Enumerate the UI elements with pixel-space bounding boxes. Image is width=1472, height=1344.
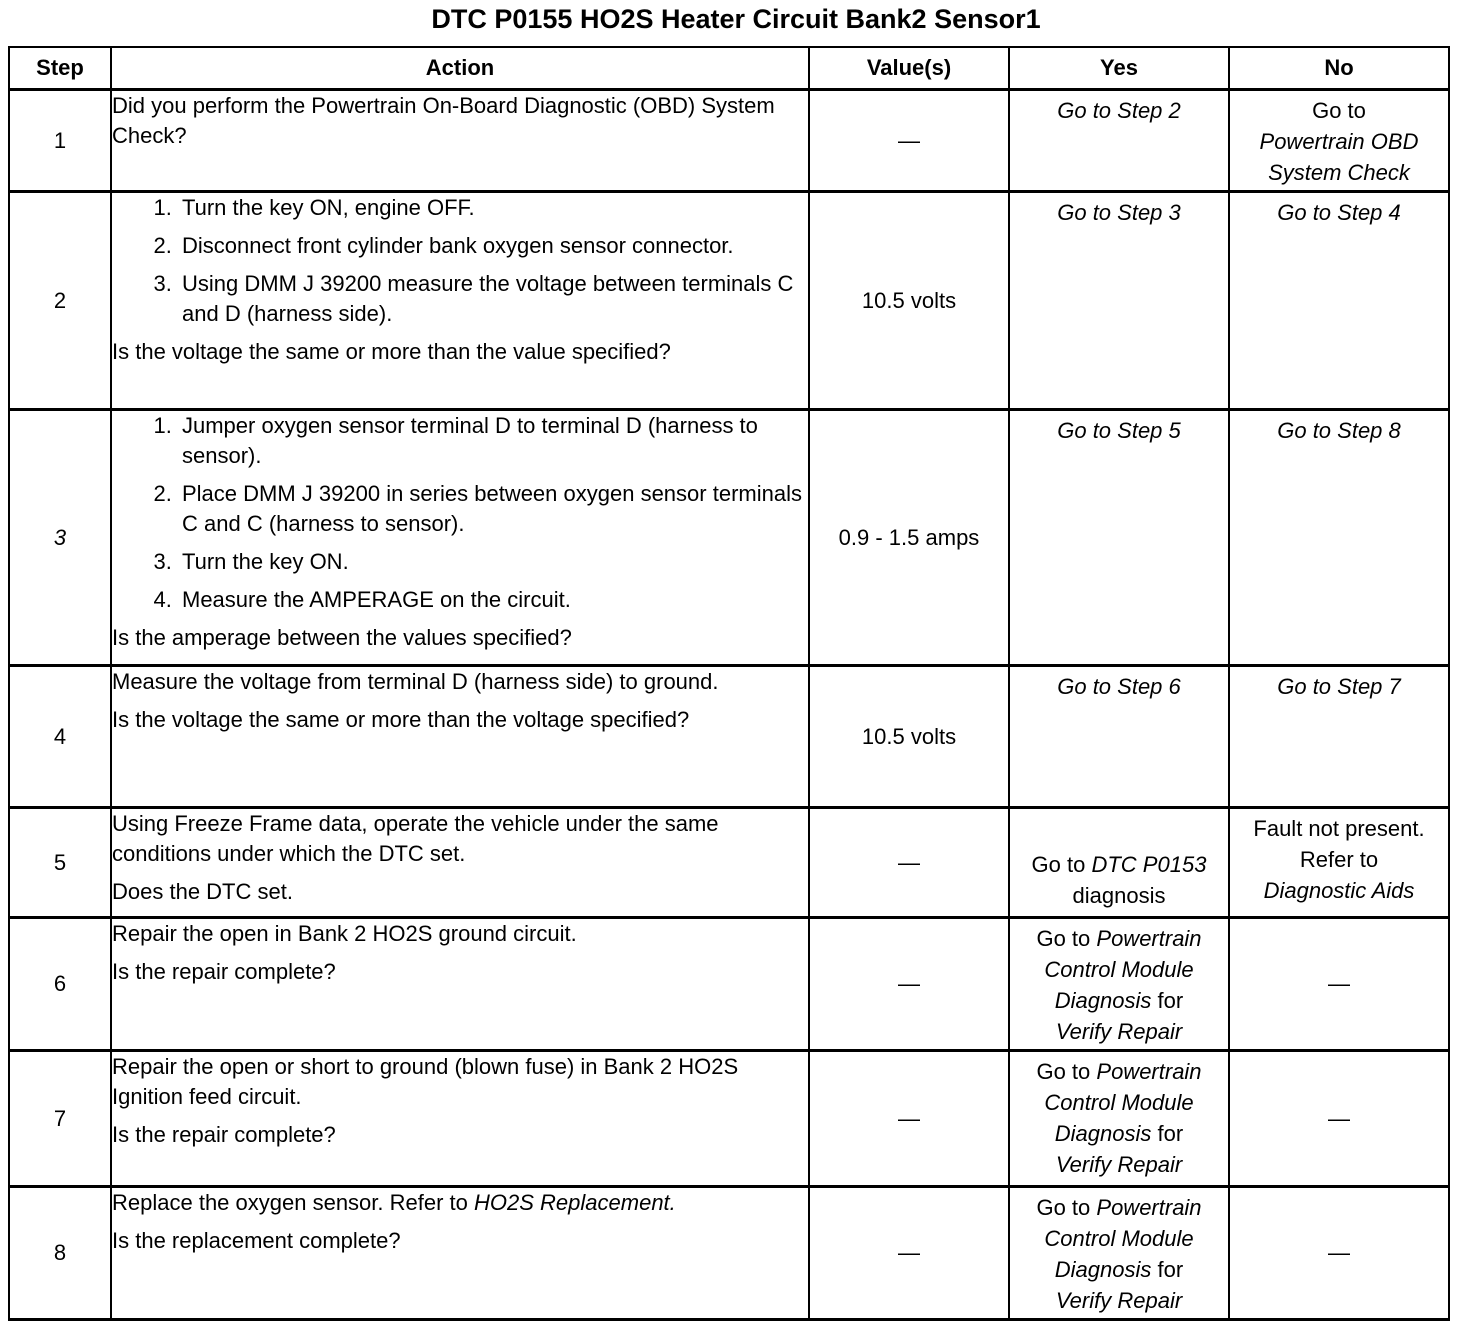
procedure-step: 3. Using DMM J 39200 measure the voltage between terminals C and D (harness side). (178, 269, 808, 329)
diagnostic-table (8, 46, 1450, 1321)
value-cell: — (809, 1187, 1009, 1320)
yes-text-suffix: diagnosis (1072, 883, 1166, 908)
yes-link[interactable]: Powertrain Control Module Diagnosis (1044, 1195, 1202, 1282)
procedure-list (112, 411, 808, 615)
procedure-step: 2. Place DMM J 39200 in series between oxygen sensor terminals C and C (harness to sensor). (178, 479, 808, 539)
no-cell: — (1229, 1187, 1449, 1320)
no-cell (1229, 192, 1449, 410)
table-row (9, 192, 1449, 410)
no-link[interactable]: Go to Step 4 (1277, 200, 1401, 225)
yes-link[interactable]: Go to Step 3 (1057, 200, 1181, 225)
header-action: Action (111, 47, 809, 90)
question-text: Is the repair complete? (112, 959, 336, 984)
table-row (9, 666, 1449, 808)
step-number: 5 (9, 808, 111, 918)
no-text: Go to (1312, 98, 1366, 123)
page-title: DTC P0155 HO2S Heater Circuit Bank2 Sensor1 (431, 4, 1041, 34)
action-cell (111, 1187, 809, 1320)
yes-text-for: for (1157, 1257, 1184, 1282)
no-cell: — (1229, 1051, 1449, 1187)
value-cell: 0.9 - 1.5 amps (809, 410, 1009, 666)
table-row (9, 410, 1449, 666)
procedure-step: 2. Disconnect front cylinder bank oxygen sensor connector. (178, 231, 808, 261)
header-step: Step (9, 47, 111, 90)
yes-link[interactable]: Powertrain Control Module Diagnosis (1044, 926, 1202, 1013)
no-cell (1229, 90, 1449, 192)
no-cell (1229, 666, 1449, 808)
table-row (9, 808, 1449, 918)
yes-text: Go to (1036, 1059, 1091, 1084)
yes-cell (1009, 808, 1229, 918)
value-cell: — (809, 918, 1009, 1051)
value-cell: — (809, 808, 1009, 918)
action-text-main: Replace the oxygen sensor. Refer to (112, 1190, 468, 1215)
replacement-link[interactable]: HO2S Replacement. (474, 1190, 676, 1215)
question-text: Is the voltage the same or more than the voltage specified? (112, 707, 690, 732)
header-values: Value(s) (809, 47, 1009, 90)
table-row (9, 918, 1449, 1051)
action-cell (111, 410, 809, 666)
step-number: 6 (9, 918, 111, 1051)
procedure-step: 4. Measure the AMPERAGE on the circuit. (178, 585, 808, 615)
step-number: 3 (9, 410, 111, 666)
step-number: 2 (9, 192, 111, 410)
action-cell (111, 90, 809, 192)
procedure-list (112, 193, 808, 329)
value-cell: — (809, 1051, 1009, 1187)
header-no: No (1229, 47, 1449, 90)
action-cell (111, 192, 809, 410)
action-cell (111, 808, 809, 918)
no-cell: — (1229, 918, 1449, 1051)
yes-link-verify[interactable]: Verify Repair (1055, 1019, 1183, 1044)
question-text: Is the replacement complete? (112, 1228, 401, 1253)
yes-text: Go to (1031, 852, 1086, 877)
no-link[interactable]: Powertrain OBD System Check (1259, 129, 1419, 185)
action-cell (111, 1051, 809, 1187)
no-link[interactable]: Go to Step 7 (1277, 674, 1401, 699)
question-text: Does the DTC set. (112, 879, 293, 904)
yes-cell (1009, 666, 1229, 808)
header-row (9, 47, 1449, 90)
yes-text-for: for (1157, 1121, 1184, 1146)
action-text (112, 1188, 808, 1218)
step-number: 8 (9, 1187, 111, 1320)
action-text: Repair the open in Bank 2 HO2S ground circuit. (112, 921, 577, 946)
procedure-step: 1. Turn the key ON, engine OFF. (178, 193, 808, 223)
yes-text: Go to (1036, 926, 1091, 951)
no-text: Fault not present. Refer to (1253, 816, 1425, 872)
no-link[interactable]: Diagnostic Aids (1263, 878, 1415, 903)
action-text: Repair the open or short to ground (blown fuse) in Bank 2 HO2S Ignition feed circuit. (112, 1054, 739, 1109)
yes-cell (1009, 1187, 1229, 1320)
table-row (9, 1051, 1449, 1187)
table-row (9, 1187, 1449, 1320)
action-cell (111, 666, 809, 808)
yes-link[interactable]: Powertrain Control Module Diagnosis (1044, 1059, 1202, 1146)
step-number: 1 (9, 90, 111, 192)
yes-cell (1009, 90, 1229, 192)
yes-cell (1009, 410, 1229, 666)
yes-text: Go to (1036, 1195, 1091, 1220)
question-text: Is the repair complete? (112, 1122, 336, 1147)
procedure-step: 3. Turn the key ON. (178, 547, 808, 577)
step-number: 4 (9, 666, 111, 808)
no-cell (1229, 410, 1449, 666)
yes-cell (1009, 918, 1229, 1051)
yes-link-verify[interactable]: Verify Repair (1055, 1152, 1183, 1177)
header-yes: Yes (1009, 47, 1229, 90)
step-number: 7 (9, 1051, 111, 1187)
yes-cell (1009, 192, 1229, 410)
yes-text-for: for (1157, 988, 1184, 1013)
yes-cell (1009, 1051, 1229, 1187)
value-cell: — (809, 90, 1009, 192)
no-cell (1229, 808, 1449, 918)
procedure-step: 1. Jumper oxygen sensor terminal D to terminal D (harness to sensor). (178, 411, 808, 471)
yes-link[interactable]: Go to Step 5 (1057, 418, 1181, 443)
action-text: Measure the voltage from terminal D (harness side) to ground. (112, 669, 719, 694)
value-cell: 10.5 volts (809, 666, 1009, 808)
yes-link[interactable]: Go to Step 6 (1057, 674, 1181, 699)
question-text: Is the amperage between the values specified? (112, 625, 572, 650)
yes-link[interactable]: DTC P0153 (1091, 852, 1207, 877)
yes-link[interactable]: Go to Step 2 (1057, 98, 1181, 123)
table-row (9, 90, 1449, 192)
yes-link-verify[interactable]: Verify Repair (1055, 1288, 1183, 1313)
action-text: Did you perform the Powertrain On-Board Diagnostic (OBD) System Check? (112, 93, 775, 148)
question-text: Is the voltage the same or more than the value specified? (112, 339, 671, 364)
value-cell: 10.5 volts (809, 192, 1009, 410)
action-cell (111, 918, 809, 1051)
no-link[interactable]: Go to Step 8 (1277, 418, 1401, 443)
action-text: Using Freeze Frame data, operate the vehicle under the same conditions under which the DTC set. (112, 811, 719, 866)
